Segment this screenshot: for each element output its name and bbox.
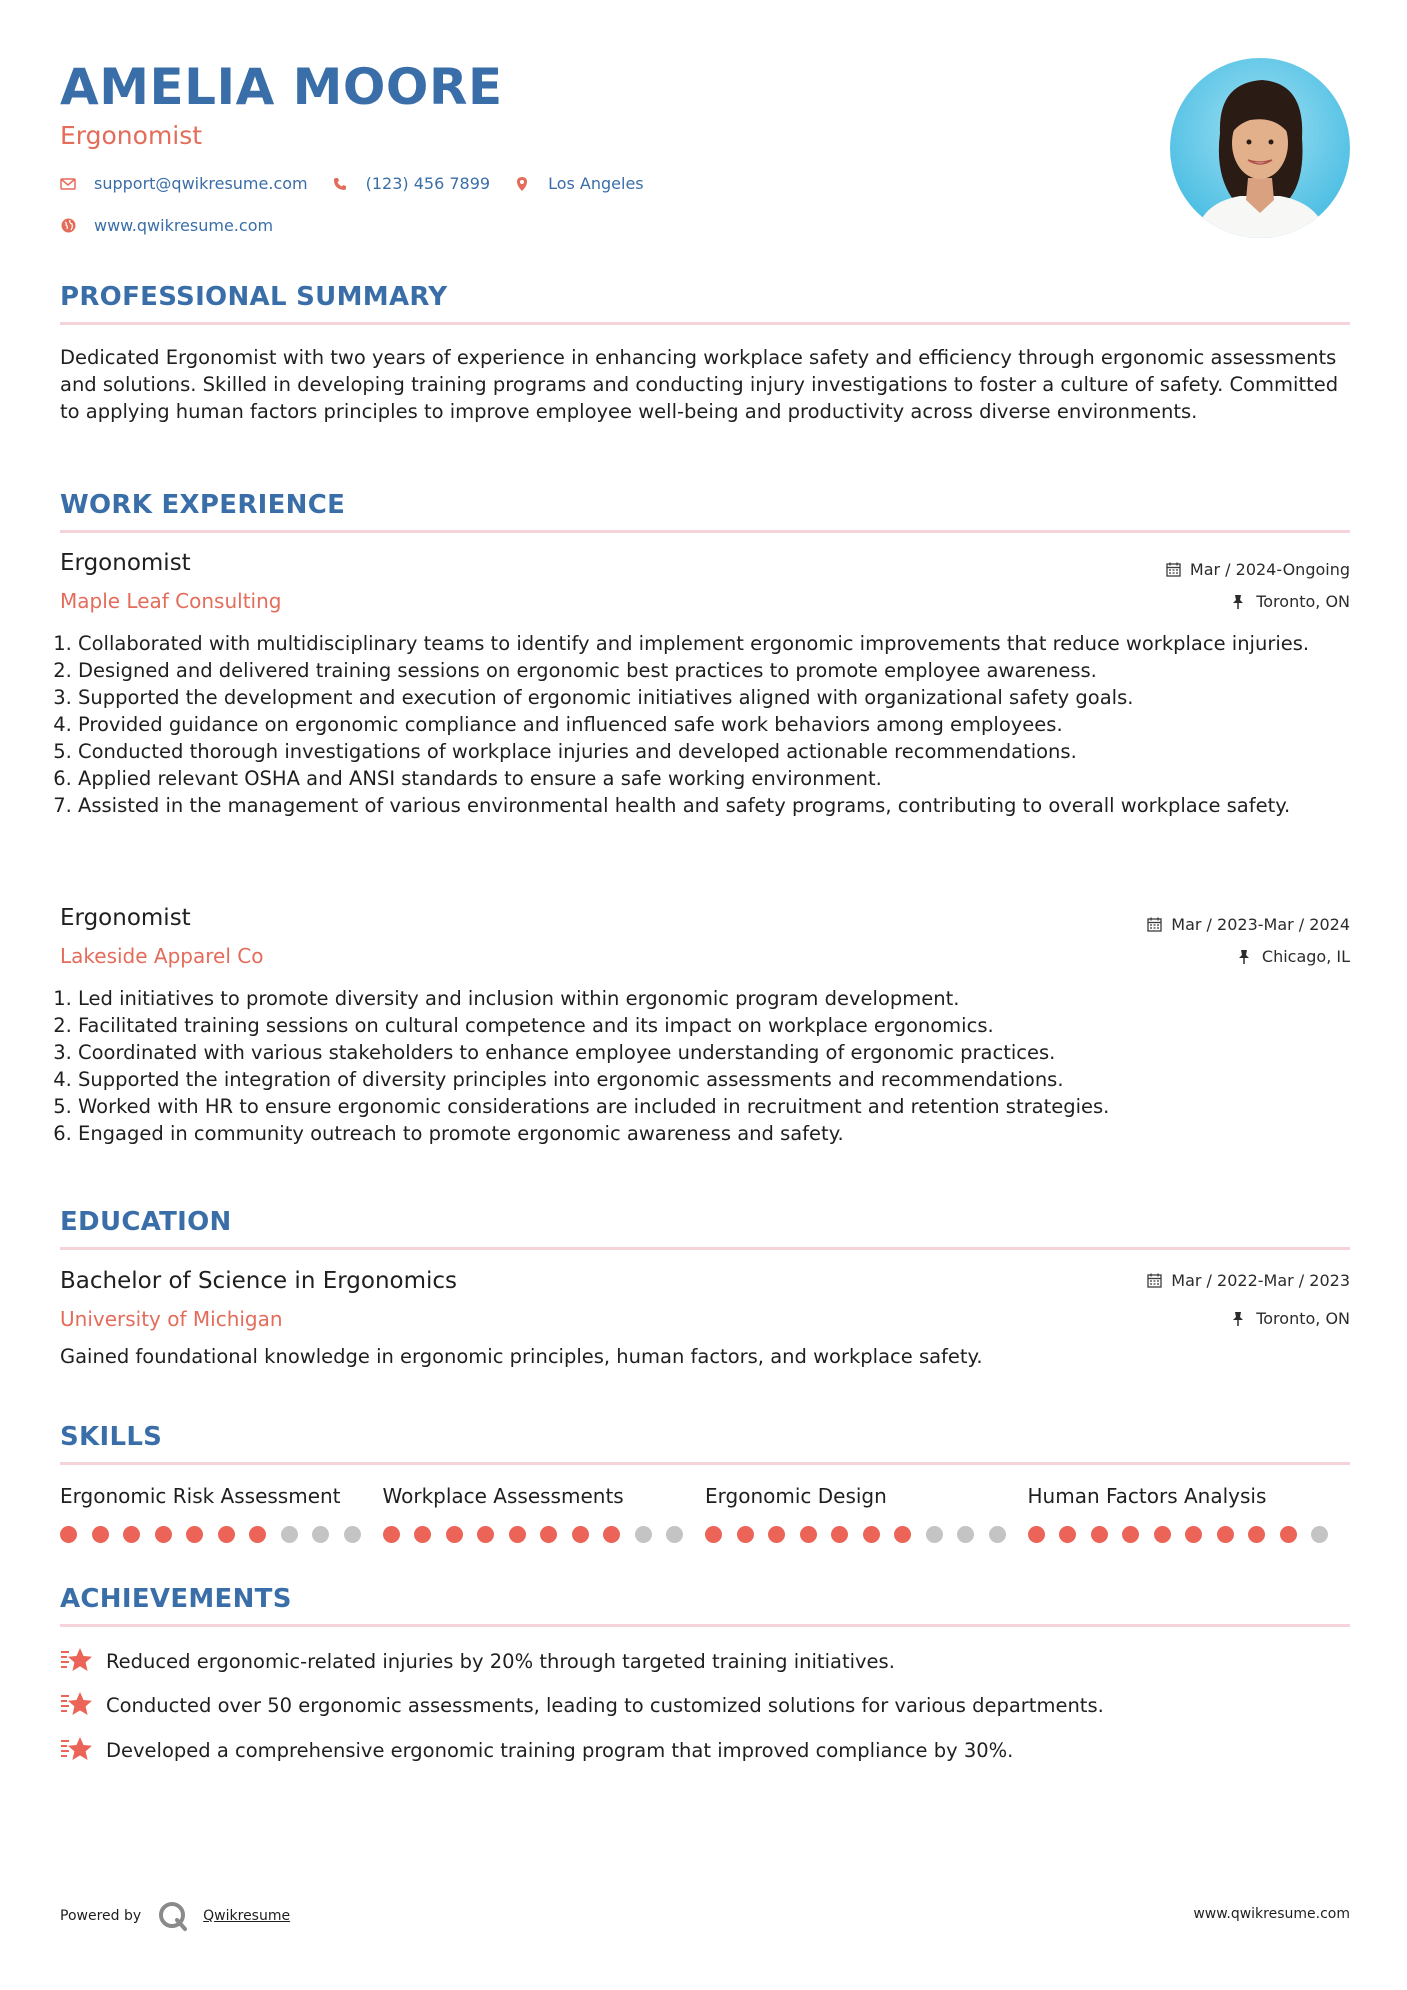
star-icon <box>60 1646 94 1676</box>
contact-phone[interactable] <box>332 174 490 193</box>
section-divider <box>60 530 1350 533</box>
skill-dot-filled <box>249 1526 266 1543</box>
job-location-text: Toronto, ON <box>1256 592 1350 611</box>
skill-dot-empty <box>312 1526 329 1543</box>
section-title-skills: SKILLS <box>60 1422 163 1452</box>
skill-dot-empty <box>957 1526 974 1543</box>
achievement-item <box>60 1690 1104 1720</box>
star-icon <box>60 1690 94 1720</box>
skill-dot-filled <box>831 1526 848 1543</box>
skill-rating <box>383 1526 706 1543</box>
skill-dot-filled <box>1028 1526 1045 1543</box>
map-pin-icon <box>514 176 530 192</box>
candidate-role: Ergonomist <box>60 121 203 150</box>
skill-dot-filled <box>509 1526 526 1543</box>
skill-dot-filled <box>572 1526 589 1543</box>
skill-dot-filled <box>863 1526 880 1543</box>
school-name: University of Michigan <box>60 1307 283 1331</box>
list-item: 2. Designed and delivered training sessions on ergonomic best practices to promote employee awareness. <box>78 657 1368 684</box>
pushpin-icon <box>1232 594 1248 610</box>
list-item: 5. Conducted thorough investigations of workplace injuries and developed actionable recommendations. <box>78 738 1368 765</box>
list-item: 7. Assisted in the management of various environmental health and safety programs, contributing to overall workplace safety. <box>78 792 1368 819</box>
footer-website[interactable]: www.qwikresume.com <box>1193 1906 1350 1922</box>
email-text: support@qwikresume.com <box>94 174 308 193</box>
job-dates <box>1166 560 1350 579</box>
section-title-achievements: ACHIEVEMENTS <box>60 1584 292 1614</box>
job-location <box>1232 592 1350 611</box>
degree-title: Bachelor of Science in Ergonomics <box>60 1268 458 1294</box>
contact-email[interactable] <box>60 174 308 193</box>
list-item: 6. Applied relevant OSHA and ANSI standards to ensure a safe working environment. <box>78 765 1368 792</box>
profile-photo <box>1170 58 1350 238</box>
company-name: Maple Leaf Consulting <box>60 589 282 613</box>
skill-dot-empty <box>635 1526 652 1543</box>
skill-item <box>60 1484 383 1543</box>
skills-list <box>60 1484 1350 1543</box>
skill-rating <box>705 1526 1028 1543</box>
job-dates <box>1147 915 1350 934</box>
skill-item <box>383 1484 706 1543</box>
skill-dot-filled <box>383 1526 400 1543</box>
education-dates <box>1147 1271 1350 1290</box>
skill-name: Ergonomic Risk Assessment <box>60 1484 341 1508</box>
envelope-icon <box>60 176 76 192</box>
footer-powered-by <box>60 1900 290 1932</box>
list-item: 2. Facilitated training sessions on cultural competence and its impact on workplace ergonomics. <box>78 1012 1368 1039</box>
pushpin-icon <box>1232 1311 1248 1327</box>
skill-dot-filled <box>1185 1526 1202 1543</box>
skill-dot-empty <box>926 1526 943 1543</box>
achievement-item <box>60 1735 1013 1765</box>
education-location-text: Toronto, ON <box>1256 1309 1350 1328</box>
qwikresume-link[interactable]: Qwikresume <box>203 1908 291 1924</box>
calendar-icon <box>1166 562 1182 578</box>
calendar-icon <box>1147 917 1163 933</box>
star-icon <box>60 1735 94 1765</box>
section-title-experience: WORK EXPERIENCE <box>60 490 346 520</box>
skill-dot-filled <box>800 1526 817 1543</box>
list-item: 4. Provided guidance on ergonomic compliance and influenced safe work behaviors among employees. <box>78 711 1368 738</box>
skill-dot-filled <box>1280 1526 1297 1543</box>
calendar-icon <box>1147 1273 1163 1289</box>
contact-location <box>514 174 644 193</box>
achievement-text: Developed a comprehensive ergonomic training program that improved compliance by 30%. <box>106 1738 1014 1762</box>
skill-dot-filled <box>155 1526 172 1543</box>
skill-dot-filled <box>446 1526 463 1543</box>
section-title-summary: PROFESSIONAL SUMMARY <box>60 282 448 312</box>
globe-icon <box>60 218 76 234</box>
list-item: 1. Led initiatives to promote diversity and inclusion within ergonomic program development. <box>78 985 1368 1012</box>
job-bullets <box>60 630 1368 819</box>
phone-icon <box>332 176 348 192</box>
skill-name: Workplace Assessments <box>382 1484 624 1508</box>
education-description: Gained foundational knowledge in ergonomic principles, human factors, and workplace safety. <box>60 1345 983 1368</box>
skill-rating <box>1028 1526 1351 1543</box>
skill-dot-filled <box>603 1526 620 1543</box>
job-dates-text: Mar / 2024-Ongoing <box>1189 560 1350 579</box>
phone-text: (123) 456 7899 <box>365 174 491 193</box>
job-title: Ergonomist <box>60 550 191 576</box>
skill-dot-filled <box>894 1526 911 1543</box>
job-bullets <box>60 985 1368 1147</box>
job-title: Ergonomist <box>60 905 191 931</box>
skill-dot-filled <box>218 1526 235 1543</box>
job-dates-text: Mar / 2023-Mar / 2024 <box>1171 915 1350 934</box>
skill-dot-empty <box>1311 1526 1328 1543</box>
skill-dot-filled <box>123 1526 140 1543</box>
list-item: 1. Collaborated with multidisciplinary teams to identify and implement ergonomic improvements that reduce workplace injuries. <box>78 630 1368 657</box>
location-text: Los Angeles <box>548 174 644 193</box>
section-title-education: EDUCATION <box>60 1207 232 1237</box>
skill-dot-filled <box>1248 1526 1265 1543</box>
skill-dot-empty <box>344 1526 361 1543</box>
skill-dot-filled <box>60 1526 77 1543</box>
skill-rating <box>60 1526 383 1543</box>
list-item: 3. Supported the development and execution of ergonomic initiatives aligned with organizational safety goals. <box>78 684 1368 711</box>
skill-dot-filled <box>414 1526 431 1543</box>
section-divider <box>60 1624 1350 1627</box>
education-dates-text: Mar / 2022-Mar / 2023 <box>1171 1271 1350 1290</box>
skill-name: Ergonomic Design <box>705 1484 887 1508</box>
powered-by-label: Powered by <box>60 1908 142 1924</box>
qwikresume-logo-icon <box>157 1900 189 1932</box>
skill-dot-filled <box>1122 1526 1139 1543</box>
resume-page <box>60 0 1350 1990</box>
contact-row <box>60 216 297 235</box>
skill-item <box>1028 1484 1351 1543</box>
skill-name: Human Factors Analysis <box>1027 1484 1267 1508</box>
job-location-text: Chicago, IL <box>1261 947 1350 966</box>
contact-website[interactable] <box>60 216 273 235</box>
skill-dot-filled <box>92 1526 109 1543</box>
candidate-name: AMELIA MOORE <box>60 58 503 116</box>
skill-dot-filled <box>1091 1526 1108 1543</box>
skill-dot-filled <box>1154 1526 1171 1543</box>
list-item: 6. Engaged in community outreach to promote ergonomic awareness and safety. <box>78 1120 1368 1147</box>
pushpin-icon <box>1238 949 1254 965</box>
skill-dot-empty <box>281 1526 298 1543</box>
website-text: www.qwikresume.com <box>94 216 274 235</box>
skill-dot-filled <box>737 1526 754 1543</box>
list-item: 5. Worked with HR to ensure ergonomic considerations are included in recruitment and retention strategies. <box>78 1093 1368 1120</box>
job-location <box>1238 947 1350 966</box>
skill-dot-filled <box>768 1526 785 1543</box>
achievement-text: Conducted over 50 ergonomic assessments, leading to customized solutions for various departments. <box>106 1693 1104 1717</box>
list-item: 3. Coordinated with various stakeholders to enhance employee understanding of ergonomic practices. <box>78 1039 1368 1066</box>
skill-dot-filled <box>186 1526 203 1543</box>
education-location <box>1232 1309 1350 1328</box>
section-divider <box>60 1462 1350 1465</box>
skill-dot-filled <box>705 1526 722 1543</box>
summary-text: Dedicated Ergonomist with two years of experience in enhancing workplace safety and efficiency through ergonomic assessments and solutions. Skilled in developing training programs and conducting injury investigations to foster a culture of safety. Committed to applying human factors principles to improve employee well-being and productivity across diverse environments. <box>60 346 1339 423</box>
skill-dot-filled <box>1059 1526 1076 1543</box>
achievement-text: Reduced ergonomic-related injuries by 20% through targeted training initiatives. <box>106 1649 895 1673</box>
skill-dot-empty <box>989 1526 1006 1543</box>
skill-dot-empty <box>666 1526 683 1543</box>
section-divider <box>60 322 1350 325</box>
contact-row <box>60 174 668 193</box>
list-item: 4. Supported the integration of diversity principles into ergonomic assessments and recommendations. <box>78 1066 1368 1093</box>
company-name: Lakeside Apparel Co <box>60 944 264 968</box>
skill-dot-filled <box>540 1526 557 1543</box>
achievement-item <box>60 1646 895 1676</box>
section-divider <box>60 1247 1350 1250</box>
skill-item <box>705 1484 1028 1543</box>
skill-dot-filled <box>1217 1526 1234 1543</box>
skill-dot-filled <box>477 1526 494 1543</box>
